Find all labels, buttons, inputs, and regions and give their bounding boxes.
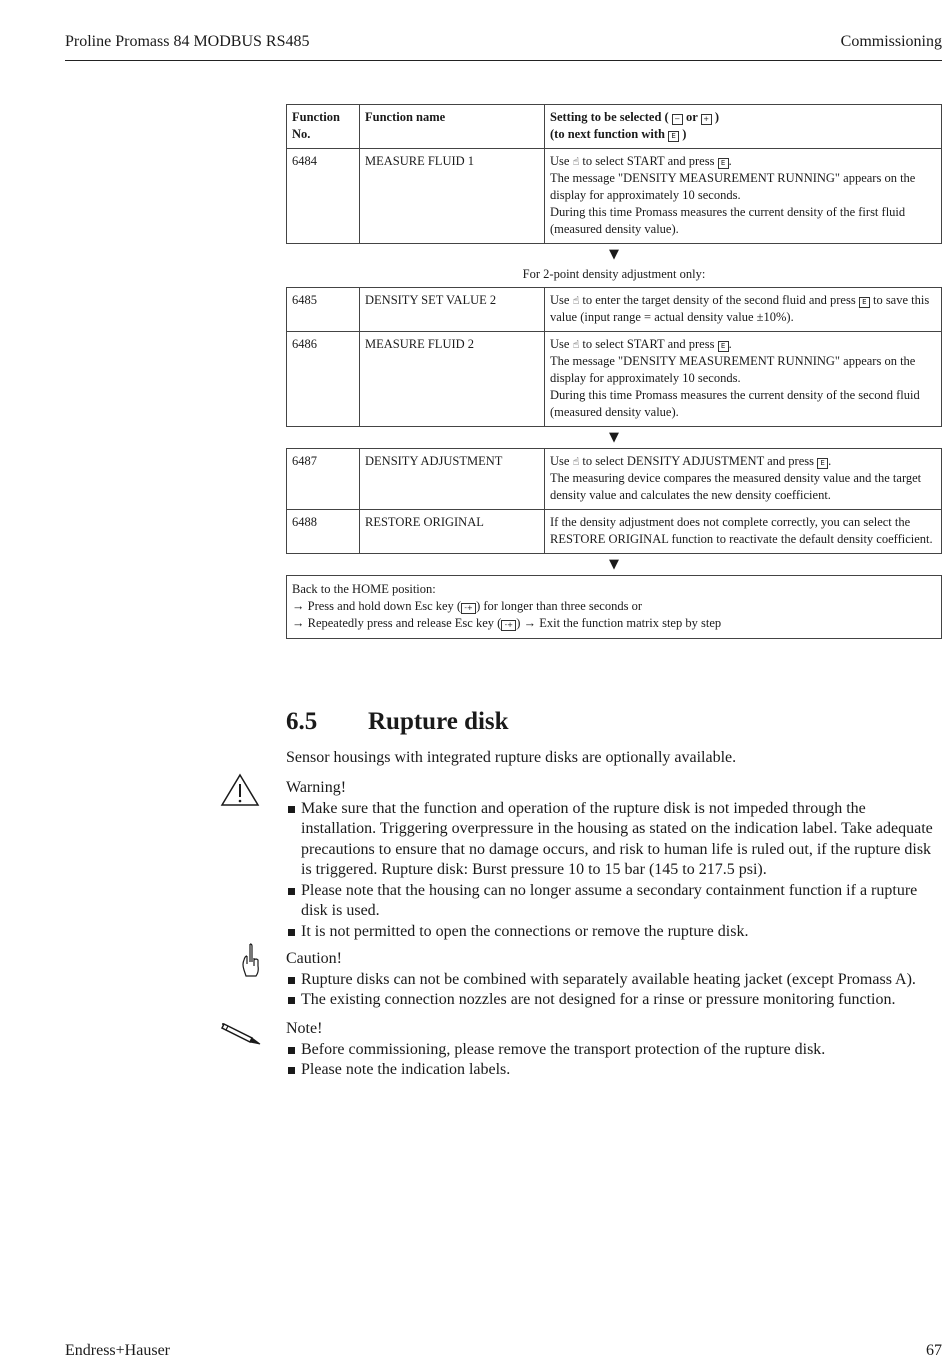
- table-row: [287, 449, 942, 510]
- function-table-part2: [286, 287, 942, 427]
- setting-text: to select START and press: [582, 154, 715, 168]
- list-item: The existing connection nozzles are not designed for a rinse or pressure monitoring function.: [286, 990, 942, 1011]
- function-matrix-content: [286, 104, 942, 639]
- list-item: Make sure that the function and operation of the rupture disk is not impeded through the installation. Triggering overpressure in the housing as stated on the indication label. Take adequate precautions to ensure that no damage occurs, and risk to human life is ruled out, if the rupture disk is triggered. Rupture disk: Burst pressure 10 to 15 bar (145 to 217.5 psi).: [286, 799, 942, 881]
- function-number: 6484: [287, 149, 360, 244]
- header-next-function-text-b: ): [682, 127, 687, 141]
- header-setting-text-a: Setting to be selected (: [550, 110, 669, 124]
- setting-text: The message "DENSITY MEASUREMENT RUNNING" appears on the display for approximately 10 seconds.: [550, 354, 916, 385]
- function-number: 6488: [287, 510, 360, 554]
- function-name: DENSITY ADJUSTMENT: [360, 449, 545, 510]
- setting-text: to select DENSITY ADJUSTMENT and press: [582, 454, 814, 468]
- function-name: RESTORE ORIGINAL: [360, 510, 545, 554]
- setting-text: During this time Promass measures the current density of the first fluid (measured density value).: [550, 205, 906, 236]
- minus-key-icon: −: [672, 114, 683, 125]
- plus-key-icon: +: [701, 114, 712, 125]
- function-setting: [545, 149, 942, 244]
- warning-list: [286, 799, 942, 943]
- section-title: Rupture disk: [368, 708, 509, 735]
- function-setting: If the density adjustment does not complete correctly, you can select the RESTORE ORIGINAL function to reactivate the default density coefficient.: [545, 510, 942, 554]
- warning-triangle-icon: [220, 773, 260, 807]
- pointing-hand-icon: [238, 942, 262, 980]
- header-setting-text-b: ): [714, 110, 719, 124]
- header-chapter-title: Commissioning: [840, 33, 942, 50]
- operating-element-hand-icon: ☝: [572, 294, 580, 307]
- enter-key-icon: E: [718, 158, 729, 169]
- setting-text: Use: [550, 454, 570, 468]
- enter-key-icon: E: [668, 131, 679, 142]
- home-instruction-text: ) → Exit the function matrix step by step: [516, 616, 722, 630]
- down-arrow-icon: ▼: [609, 557, 619, 572]
- function-setting: [545, 449, 942, 510]
- enter-key-icon: E: [859, 297, 870, 308]
- setting-text: The measuring device compares the measured density value and the target density value and calculates the new density coefficient.: [550, 471, 922, 502]
- home-position-box: [286, 575, 942, 639]
- operating-element-hand-icon: ☝: [572, 155, 580, 168]
- enter-key-icon: E: [817, 458, 828, 469]
- note-block: [286, 1019, 942, 1081]
- esc-key-icon: -+: [501, 620, 516, 631]
- home-instruction-text: ) for longer than three seconds or: [476, 599, 642, 613]
- function-setting: [545, 288, 942, 332]
- function-table-part3: [286, 448, 942, 554]
- function-setting: [545, 332, 942, 427]
- function-name: DENSITY SET VALUE 2: [360, 288, 545, 332]
- note-list: [286, 1040, 942, 1081]
- table-header-row: [287, 105, 942, 149]
- home-title: Back to the HOME position:: [292, 582, 436, 596]
- home-instruction-text: → Press and hold down Esc key (: [292, 599, 462, 613]
- function-name: MEASURE FLUID 2: [360, 332, 545, 427]
- setting-text: Use: [550, 293, 570, 307]
- note-title: Note!: [286, 1020, 323, 1037]
- section-heading: [286, 708, 509, 736]
- setting-text: Use: [550, 154, 570, 168]
- page-header: [65, 30, 942, 61]
- header-next-function-text-a: (to next function with: [550, 127, 665, 141]
- list-item: Rupture disks can not be combined with separately available heating jacket (except Promass A).: [286, 970, 942, 991]
- two-point-adjustment-note: For 2-point density adjustment only:: [522, 267, 706, 281]
- setting-text: .: [828, 454, 832, 468]
- list-item: Before commissioning, please remove the transport protection of the rupture disk.: [286, 1040, 942, 1061]
- setting-text: to select START and press: [582, 337, 715, 351]
- caution-title: Caution!: [286, 950, 342, 967]
- setting-text: to enter the target density of the second fluid and press: [582, 293, 856, 307]
- caution-block: [286, 949, 942, 1011]
- list-item: Please note the indication labels.: [286, 1060, 942, 1081]
- function-number: 6486: [287, 332, 360, 427]
- function-number: 6487: [287, 449, 360, 510]
- caution-list: [286, 970, 942, 1011]
- list-item: It is not permitted to open the connections or remove the rupture disk.: [286, 922, 942, 943]
- setting-text: .: [728, 154, 732, 168]
- list-item: Please note that the housing can no longer assume a secondary containment function if a rupture disk is used.: [286, 881, 942, 922]
- warning-block: [286, 778, 942, 942]
- section-intro: Sensor housings with integrated rupture disks are optionally available.: [286, 749, 737, 766]
- setting-text: The message "DENSITY MEASUREMENT RUNNING" appears on the display for approximately 10 seconds.: [550, 171, 916, 202]
- operating-element-hand-icon: ☝: [572, 455, 580, 468]
- header-document-title: Proline Promass 84 MODBUS RS485: [65, 33, 310, 50]
- setting-text: During this time Promass measures the current density of the second fluid (measured density value).: [550, 388, 920, 419]
- section-number: 6.5: [286, 708, 318, 735]
- column-header-setting: [545, 105, 942, 149]
- pencil-icon: [218, 1018, 262, 1046]
- warning-title: Warning!: [286, 779, 347, 796]
- table-row: [287, 149, 942, 244]
- table-row: [287, 332, 942, 427]
- setting-text: Use: [550, 337, 570, 351]
- function-table-part1: [286, 104, 942, 244]
- home-instruction-text: → Repeatedly press and release Esc key (: [292, 616, 502, 630]
- column-header-function-no: Function No.: [287, 105, 360, 149]
- down-arrow-icon: ▼: [609, 430, 619, 445]
- setting-text: .: [728, 337, 732, 351]
- header-setting-or: or: [685, 110, 698, 124]
- function-number: 6485: [287, 288, 360, 332]
- down-arrow-icon: ▼: [609, 247, 619, 262]
- function-name: MEASURE FLUID 1: [360, 149, 545, 244]
- setting-text: to save this value (input range = actual density value ±10%).: [550, 293, 930, 324]
- page-number: 67: [926, 1342, 942, 1359]
- operating-element-hand-icon: ☝: [572, 338, 580, 351]
- footer-company: Endress+Hauser: [65, 1342, 170, 1359]
- table-row: [287, 288, 942, 332]
- column-header-function-name: Function name: [360, 105, 545, 149]
- table-row: [287, 510, 942, 554]
- esc-key-icon: -+: [461, 603, 476, 614]
- enter-key-icon: E: [718, 341, 729, 352]
